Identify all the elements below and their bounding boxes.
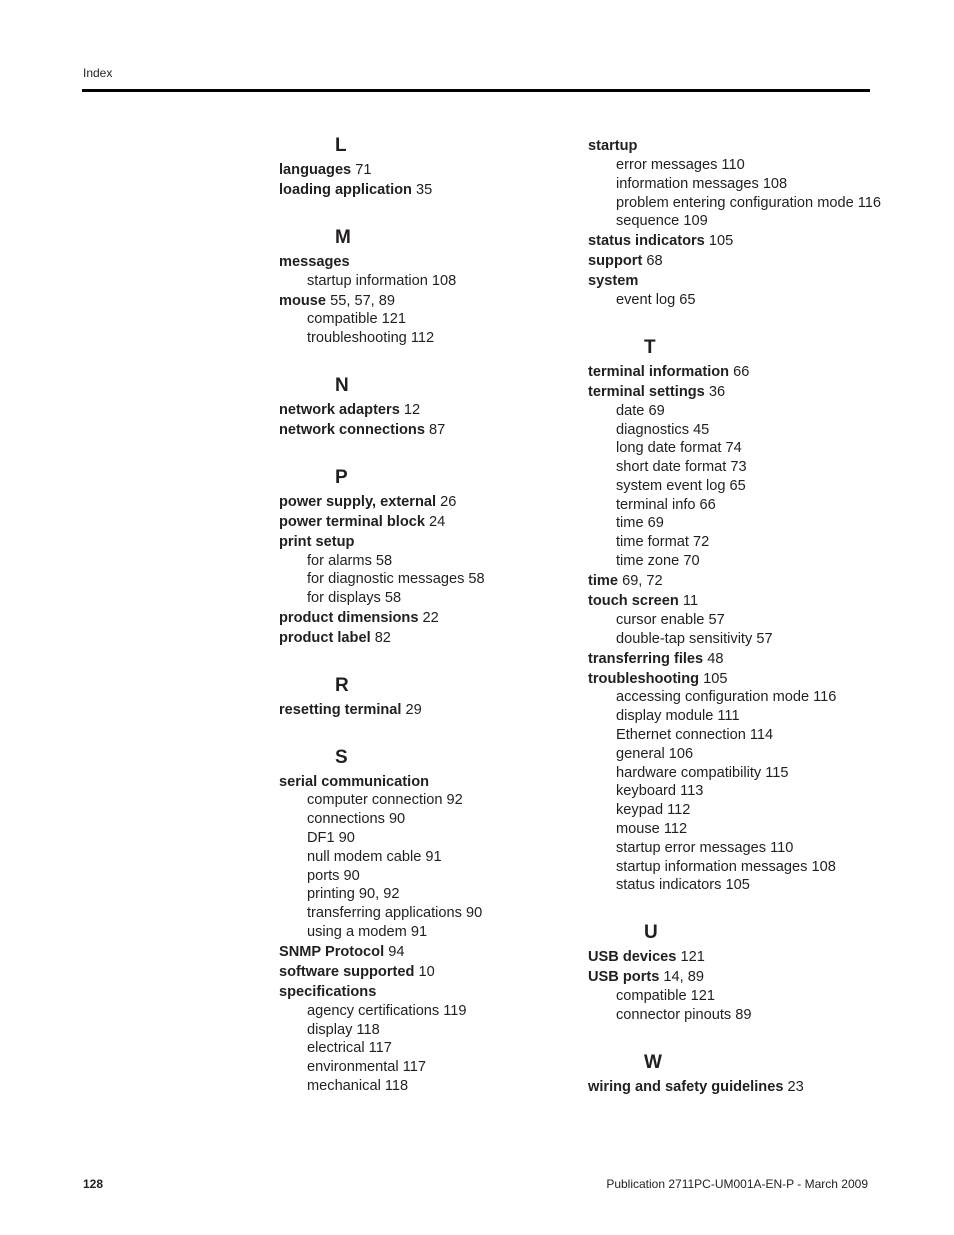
entry-pages: 26 [440,493,457,510]
index-section [588,137,888,310]
sub-entry: terminal info 66 [616,496,716,513]
entry-pages: 48 [707,650,724,667]
entry-term: product label [279,630,371,647]
index-entry [279,609,569,628]
index-entry [588,252,888,271]
entry-pages: 12 [403,401,421,418]
index-entry [588,383,888,402]
sub-entry: startup error messages 110 [616,839,794,856]
sub-entry: for alarms 58 [307,552,393,569]
header-rule [82,89,870,92]
sub-entry: null modem cable 91 [307,848,442,865]
sub-entry: Ethernet connection 114 [616,727,774,743]
index-entry [279,493,569,512]
index-section [279,226,569,348]
entry-term: USB ports [588,969,660,986]
index-entry [279,963,569,982]
page-number: 128 [83,1177,104,1191]
index-entry [588,592,888,611]
index-entry [279,421,569,440]
sub-entry: date 69 [616,402,665,419]
entry-pages: 71 [355,162,372,178]
index-entry [588,650,888,669]
sub-entry: connector pinouts 89 [616,1006,752,1023]
entry-term: troubleshooting [588,670,700,687]
index-section [279,674,569,720]
entry-term: terminal settings [588,383,705,400]
index-entry [279,181,569,200]
section-letter: L [335,135,347,156]
sub-entry: time format 72 [616,534,710,551]
entry-pages: 24 [429,513,446,530]
entry-term: specifications [279,983,377,1000]
entry-term: status indicators [588,233,705,250]
index-column-right [588,136,888,1122]
entry-term: product dimensions [279,610,419,627]
entry-pages: 22 [422,610,439,627]
sub-entry: agency certifications 119 [307,1002,467,1019]
section-letter: R [335,674,349,696]
sub-entry: environmental 117 [307,1059,426,1076]
entry-term: wiring and safety guidelines [588,1078,784,1095]
index-entry [588,232,888,251]
entry-pages: 23 [787,1078,804,1095]
sub-entry: compatible 121 [616,987,715,1004]
index-section [588,921,888,1024]
sub-entry: long date format 74 [616,440,742,457]
entry-pages: 94 [388,944,405,961]
publication-info: Publication 2711PC-UM001A-EN-P - March 2009 [606,1177,868,1191]
index-entry [279,943,569,962]
sub-entry: information messages 108 [616,175,788,192]
index-section [279,746,569,1096]
index-entry [588,670,888,689]
entry-pages: 68 [646,253,663,270]
entry-pages: 35 [416,181,433,198]
sub-entry: startup information messages 108 [616,858,836,875]
index-entry [279,773,569,792]
index-entry [588,968,888,987]
sub-entry: mechanical 118 [307,1077,409,1094]
index-section [279,374,569,440]
sub-entry: keyboard 113 [616,783,704,800]
section-letter: S [335,746,348,768]
index-section [279,466,569,648]
sub-entry: ports 90 [307,867,360,884]
index-entry [279,701,569,720]
entry-pages: 105 [708,233,734,250]
sub-entry: accessing configuration mode 116 [616,689,837,706]
entry-term: messages [279,253,350,270]
sub-entry: double-tap sensitivity 57 [616,630,773,647]
index-entry [588,1078,888,1097]
sub-entry: DF1 90 [307,830,355,847]
entry-term: print setup [279,533,355,550]
sub-entry: printing 90, 92 [307,886,400,903]
entry-term: support [588,253,643,270]
sub-entry: hardware compatibility 115 [616,764,789,781]
index-section [588,1051,888,1097]
sub-entry: for diagnostic messages 58 [307,571,485,588]
entry-pages: 14, 89 [663,969,704,986]
sub-entry: display 118 [307,1021,380,1038]
sub-entry: problem entering configuration mode 116 [616,194,882,211]
sub-entry: short date format 73 [616,459,747,476]
index-column-left [279,134,569,1122]
index-entry [588,572,888,591]
sub-entry: event log 65 [616,292,696,309]
index-section [588,336,888,895]
sub-entry: using a modem 91 [307,924,428,941]
sub-entry: display module 111 [616,708,740,725]
sub-entry: troubleshooting 112 [307,330,435,347]
entry-term: terminal information [588,363,730,380]
sub-entry: transferring applications 90 [307,905,483,922]
index-section [279,134,569,200]
sub-entry: error messages 110 [616,156,745,173]
sub-entry: startup information 108 [307,272,457,289]
entry-term: power supply, external [279,493,437,510]
entry-pages: 87 [429,421,446,438]
sub-entry: system event log 65 [616,477,746,494]
entry-term: software supported [279,964,415,980]
entry-term: SNMP Protocol [279,944,385,961]
index-entry [588,272,888,291]
sub-entry: diagnostics 45 [616,421,710,438]
entry-term: time [588,573,619,590]
entry-pages: 29 [405,701,422,718]
entry-pages: 105 [703,670,728,687]
entry-term: mouse [279,292,327,309]
index-entry [279,292,569,311]
sub-entry: computer connection 92 [307,792,463,809]
running-header: Index [83,66,113,80]
sub-entry: mouse 112 [616,820,688,837]
sub-entry: general 106 [616,745,694,762]
index-entry [279,983,569,1002]
sub-entry: for displays 58 [307,590,402,607]
entry-term: languages [279,162,352,178]
entry-term: network connections [279,421,425,438]
entry-pages: 55, 57, 89 [330,292,396,309]
index-entry [279,401,569,420]
index-entry [279,253,569,272]
entry-pages: 121 [680,949,705,966]
section-letter: W [644,1051,662,1073]
entry-term: power terminal block [279,513,425,530]
sub-entry: connections 90 [307,811,406,828]
sub-entry: electrical 117 [307,1040,392,1057]
sub-entry: cursor enable 57 [616,611,725,628]
sub-entry: time zone 70 [616,553,700,570]
sub-entry: compatible 121 [307,311,406,328]
index-entry [279,533,569,552]
index-entry [588,948,888,967]
entry-term: resetting terminal [279,701,402,718]
sub-entry: sequence 109 [616,213,708,230]
index-entry [588,363,888,382]
entry-term: network adapters [279,401,400,418]
index-entry [588,137,888,156]
section-letter: T [644,336,656,358]
index-entry [279,161,569,180]
entry-pages: 11 [682,593,699,610]
index-entry [279,513,569,532]
entry-term: USB devices [588,949,677,966]
sub-entry: status indicators 105 [616,877,750,894]
entry-term: touch screen [588,593,679,610]
section-letter: P [335,466,348,488]
entry-term: transferring files [588,650,704,667]
sub-entry: keypad 112 [616,802,691,819]
entry-pages: 82 [374,630,391,647]
entry-pages: 66 [733,363,750,380]
entry-term: serial communication [279,773,430,790]
entry-term: loading application [279,181,412,198]
section-letter: N [335,374,349,396]
entry-pages: 36 [708,383,726,400]
entry-pages: 69, 72 [622,573,663,590]
section-letter: M [335,226,351,248]
entry-term: startup [588,138,638,155]
sub-entry: time 69 [616,515,664,532]
entry-pages: 10 [418,964,435,980]
index-entry [279,629,569,648]
entry-term: system [588,273,639,290]
section-letter: U [644,922,658,944]
